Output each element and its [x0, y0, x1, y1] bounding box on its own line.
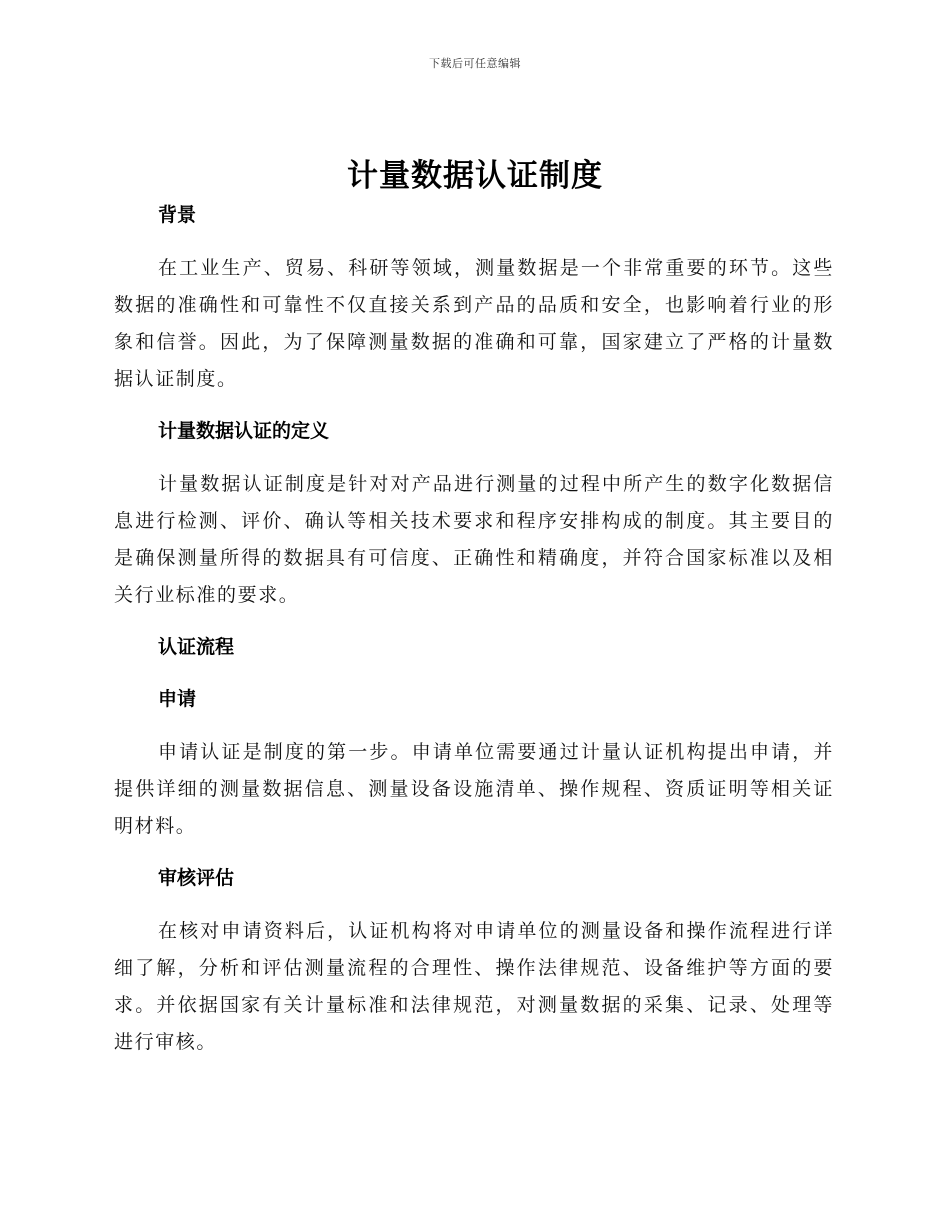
section-heading-background: 背景 [158, 204, 197, 226]
document-body [114, 198, 834, 1061]
section-paragraph-definition: 计量数据认证制度是针对对产品进行测量的过程中所产生的数字化数据信息进行检测、评价、确认等相关技术要求和程序安排构成的制度。其主要目的是确保测量所得的数据具有可信度、正确性和精确度，并符合国家标准以及相关行业标准的要求。 [114, 473, 834, 606]
section-heading-definition: 计量数据认证的定义 [158, 420, 330, 442]
section-heading-application: 申请 [158, 688, 197, 710]
section-paragraph-review: 在核对申请资料后，认证机构将对申请单位的测量设备和操作流程进行详细了解，分析和评估测量流程的合理性、操作法律规范、设备维护等方面的要求。并依据国家有关计量标准和法律规范，对测量数据的采集、记录、处理等进行审核。 [114, 920, 834, 1053]
page-header-note: 下载后可任意编辑 [429, 57, 521, 70]
section-heading-process: 认证流程 [158, 636, 235, 658]
section-paragraph-background: 在工业生产、贸易、科研等领域，测量数据是一个非常重要的环节。这些数据的准确性和可靠性不仅直接关系到产品的品质和安全，也影响着行业的形象和信誉。因此，为了保障测量数据的准确和可靠，国家建立了严格的计量数据认证制度。 [114, 257, 834, 390]
section-heading-review: 审核评估 [158, 867, 235, 889]
section-paragraph-application: 申请认证是制度的第一步。申请单位需要通过计量认证机构提出申请，并提供详细的测量数据信息、测量设备设施清单、操作规程、资质证明等相关证明材料。 [114, 741, 834, 837]
document-title: 计量数据认证制度 [347, 158, 603, 194]
